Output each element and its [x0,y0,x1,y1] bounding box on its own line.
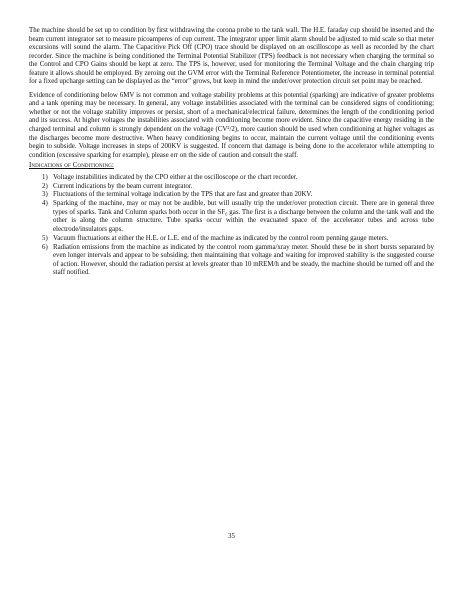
list-item [29,174,434,183]
list-item-text: Voltage instabilities indicated by the CPO either at the oscilloscope or the chart recorder. [53,173,298,181]
list-item-number: 5) [42,234,48,242]
list-item-number: 2) [42,182,48,190]
list-item [29,200,434,234]
list-item [29,244,434,278]
paragraph-setup: The machine should be set up to condition by first withdrawing the corona probe to the tank wall. The H.E. faraday cup should be inserted and the beam current integrator set to measure picoamperes of cup current. The integrator upper limit alarm should be adjusted to mid scale so that meter excursions will sound the alarm. The Capacitive Pick Off (CPO) trace should be displayed on an oscilloscope as well as recorded by the chart recorder. Since the machine is being conditioned the Terminal Potential Stabilizer (TPS) feedback is not necessary when charging the terminal so the Control and CPO Gains should be kept at zero. The TPS is, however, used for monitoring the Terminal Voltage and the chain charging trip feature it allows should be employed. By zeroing out the GVM error with the Terminal Reference Potentiometer, the increase in terminal potential for a fixed upcharge setting can be displayed as the “error” grows, but keep in mind the under/over protection circuit set point may be reached. [29,27,434,86]
list-item-number: 1) [42,173,48,181]
list-item [29,191,434,200]
list-item-number: 3) [42,191,48,199]
list-item [29,235,434,244]
indications-list [29,174,434,278]
list-item-number: 6) [42,243,48,251]
list-item-text: Radiation emissions from the machine as indicated by the control room gamma/xray meter. Should these be in short bursts separated by even longer intervals and appear to be subsiding, then maintaining that voltage and waiting for improved stability is the suggested course of action. However, should the radiation persist at levels greater than 10 mREM/h and be steady, the machine should be turned off and the staff notified. [53,243,434,277]
paragraph-conditioning-evidence: Evidence of conditioning below 6MV is not common and voltage stability problems at this potential (sparking) are indicative of greater problems and a tank opening may be necessary. In general, any voltage instabilities associated with the terminal can be considered signs of conditioning; whether or not the voltage stability improves or persist, short of a mechanical/electrical failure, determines the length of the conditioning period and its success. At higher voltages the instabilities associated with conditioning become more evident. Since the capacitive energy residing in the charged terminal and column is strongly dependent on the voltage (CV²/2), more caution should be used when conditioning at higher voltages as the discharges become more destructive. When heavy conditioning begins to occur, maintain the current voltage until the conditioning events begin to subside. Voltage increases in steps of 200KV is suggested. If concern that damage is being done to the accelerator while attempting to condition (excessive sparking for example), please err on the side of caution and consult the staff. [29,91,434,159]
list-item-text: Sparking of the machine, may or may not be audible, but will usually trip the under/over protection circuit. There are in general three types of sparks. Tank and Column sparks both occur in the SF₆ gas. The first is a discharge between the column and the tank wall and the other is along the column structure. Tube sparks occur within the evacuated space of the accelerator tubes and across tube electrode/insulators gaps. [53,200,434,233]
page-number: 35 [228,532,235,540]
list-item-text: Fluctuations of the terminal voltage indication by the TPS that are fast and greater than 20KV. [53,191,313,199]
section-heading: Indications of Conditioning: [29,161,114,170]
list-item [29,183,434,192]
page-body [29,27,434,278]
list-item-number: 4) [42,200,48,208]
list-item-text: Vacuum fluctuations at either the H.E. or L.E. end of the machine as indicated by the control room penning gauge meters. [53,234,389,242]
list-item-text: Current indications by the beam current integrator. [53,182,193,190]
